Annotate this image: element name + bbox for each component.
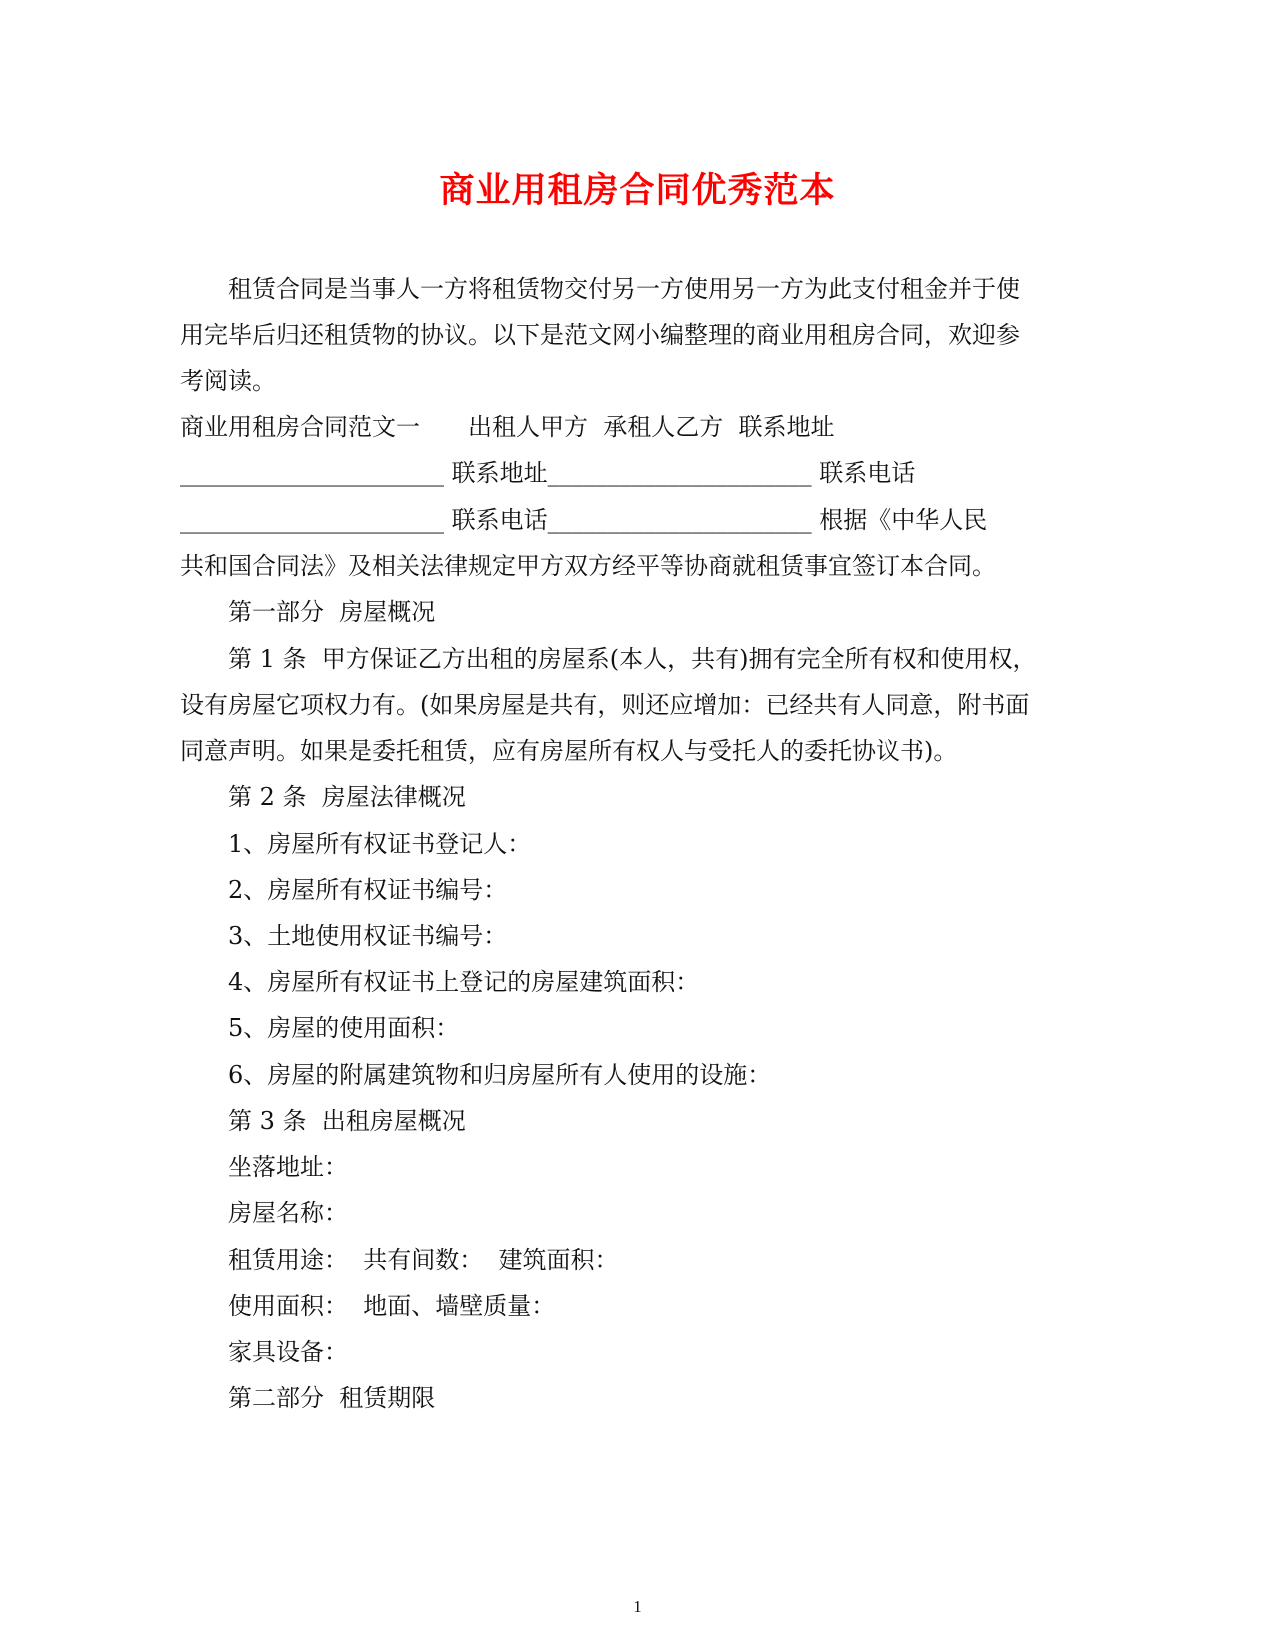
form-field: 租赁用途： 共有间数： 建筑面积： xyxy=(228,1246,619,1274)
body-line: 设有房屋它项权力有。(如果房屋是共有，则还应增加：已经共有人同意，附书面 xyxy=(180,691,1030,719)
body-line: 用完毕后归还租赁物的协议。以下是范文网小编整理的商业用租房合同，欢迎参 xyxy=(180,321,1020,349)
section-heading: 第一部分 房屋概况 xyxy=(228,598,436,626)
article-heading: 第 3 条 出租房屋概况 xyxy=(228,1107,466,1135)
body-line: 第 1 条 甲方保证乙方出租的房屋系(本人，共有)拥有完全所有权和使用权， xyxy=(228,645,1037,673)
form-field: 家具设备： xyxy=(228,1338,348,1366)
body-line: 共和国合同法》及相关法律规定甲方双方经平等协商就租赁事宜签订本合同。 xyxy=(180,552,996,580)
article-heading: 第 2 条 房屋法律概况 xyxy=(228,783,466,811)
list-item: 1、房屋所有权证书登记人： xyxy=(228,830,532,858)
body-line: ______________________ 联系地址______________________ 联系电话 xyxy=(180,459,916,487)
body-line: 同意声明。如果是委托租赁，应有房屋所有权人与受托人的委托协议书)。 xyxy=(180,737,958,765)
form-field: 坐落地址： xyxy=(228,1153,348,1181)
document-title: 商业用租房合同优秀范本 xyxy=(439,170,836,211)
list-item: 3、土地使用权证书编号： xyxy=(228,922,508,950)
body-line: 商业用租房合同范文一 出租人甲方 承租人乙方 联系地址 xyxy=(180,413,835,441)
body-line: 租赁合同是当事人一方将租赁物交付另一方使用另一方为此支付租金并于使 xyxy=(228,275,1020,303)
body-line: 考阅读。 xyxy=(180,367,276,395)
list-item: 6、房屋的附属建筑物和归房屋所有人使用的设施： xyxy=(228,1061,772,1089)
body-line: ______________________ 联系电话______________________ 根据《中华人民 xyxy=(180,506,988,534)
form-field: 房屋名称： xyxy=(228,1199,348,1227)
form-field: 使用面积： 地面、墙壁质量： xyxy=(228,1292,556,1320)
list-item: 2、房屋所有权证书编号： xyxy=(228,876,508,904)
page-number: 1 xyxy=(633,1597,642,1616)
list-item: 4、房屋所有权证书上登记的房屋建筑面积： xyxy=(228,968,700,996)
list-item: 5、房屋的使用面积： xyxy=(228,1014,460,1042)
section-heading: 第二部分 租赁期限 xyxy=(228,1384,436,1412)
